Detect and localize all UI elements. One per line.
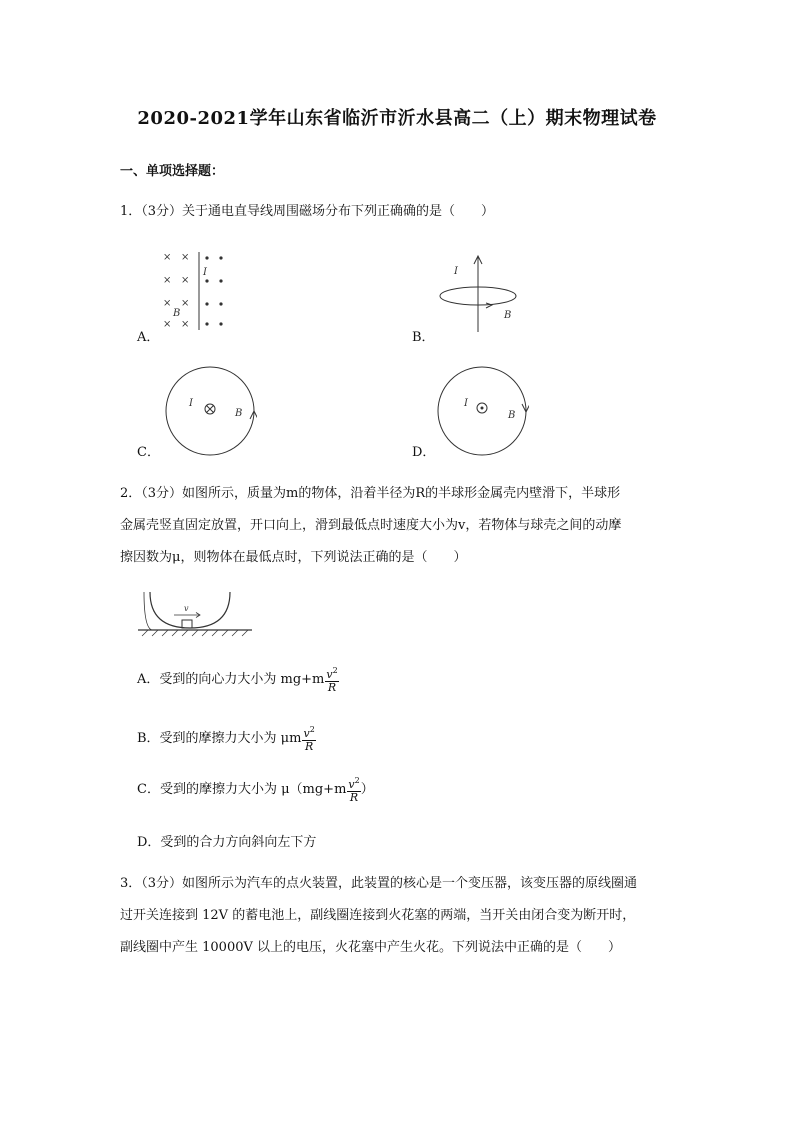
svg-text:×: × — [181, 275, 190, 286]
q2-option-d: D．受到的合力方向斜向左下方 — [137, 835, 317, 850]
svg-text:×: × — [163, 298, 172, 309]
fraction-v2-over-r: $\frac{v^2}{R}$ — [303, 725, 315, 753]
svg-text:I: I — [203, 267, 207, 278]
svg-text:B: B — [173, 308, 181, 319]
svg-text:B: B — [504, 310, 512, 321]
question-3-stem — [120, 868, 680, 964]
question-2-line-2: 金属壳竖直固定放置，开口向上，滑到最低点时速度大小为v，若物体与球壳之间的动摩 — [120, 518, 622, 533]
q1-figure-d — [435, 364, 529, 458]
section-heading-single-choice: 一、单项选择题： — [120, 164, 225, 179]
fraction-v2-over-r: $\frac{v^2}{R}$ — [326, 666, 338, 694]
q1-figure-c — [163, 364, 257, 458]
question-2-stem — [120, 478, 680, 574]
q1-option-b-label: B． — [412, 330, 435, 345]
svg-text:I: I — [454, 266, 458, 277]
q2-figure-hemisphere — [138, 590, 258, 638]
q1-figure-a — [155, 248, 235, 332]
q1-option-a-label: A． — [137, 330, 160, 345]
svg-text:I: I — [189, 398, 193, 409]
question-3-line-3: 副线圈中产生 10000V 以上的电压，火花塞中产生火花。下列说法中正确的是（ ） — [120, 940, 622, 955]
q1-option-c-label: C． — [137, 445, 160, 460]
question-2-line-1: 2．（3分）如图所示，质量为m的物体，沿着半径为R的半球形金属壳内壁滑下，半球形 — [120, 486, 621, 501]
svg-text:v: v — [184, 604, 189, 613]
svg-text:I: I — [464, 398, 468, 409]
svg-text:×: × — [163, 275, 172, 286]
q2-option-a: A．受到的向心力大小为 mg+m $\frac{v^2}{R}$ — [137, 666, 338, 694]
q2-option-c: C．受到的摩擦力大小为 μ（mg+m $\frac{v^2}{R}$ ） — [137, 776, 374, 804]
svg-text:×: × — [181, 252, 190, 263]
svg-text:×: × — [181, 319, 190, 330]
q1-figure-b — [430, 254, 530, 334]
question-1-stem: 1．（3分）关于通电直导线周围磁场分布下列正确确的是（ ） — [120, 204, 495, 219]
question-3-line-2: 过开关连接到 12V 的蓄电池上，副线圈连接到火花塞的两端，当开关由闭合变为断开时， — [120, 908, 636, 923]
page-title: 2020-2021学年山东省临沂市沂水县高二（上）期末物理试卷 — [137, 108, 657, 129]
svg-text:B: B — [235, 408, 243, 419]
svg-text:×: × — [181, 298, 190, 309]
question-2-line-3: 擦因数为μ，则物体在最低点时，下列说法正确的是（ ） — [120, 550, 467, 565]
cross-mark: × — [163, 252, 172, 263]
svg-text:×: × — [163, 319, 172, 330]
q2-option-b: B．受到的摩擦力大小为 μm $\frac{v^2}{R}$ — [137, 725, 315, 753]
question-3-line-1: 3．（3分）如图所示为汽车的点火装置，此装置的核心是一个变压器，该变压器的原线圈通 — [120, 876, 638, 891]
q1-option-d-label: D． — [412, 445, 436, 460]
fraction-v2-over-r: $\frac{v^2}{R}$ — [348, 776, 360, 804]
svg-text:B: B — [508, 410, 516, 421]
